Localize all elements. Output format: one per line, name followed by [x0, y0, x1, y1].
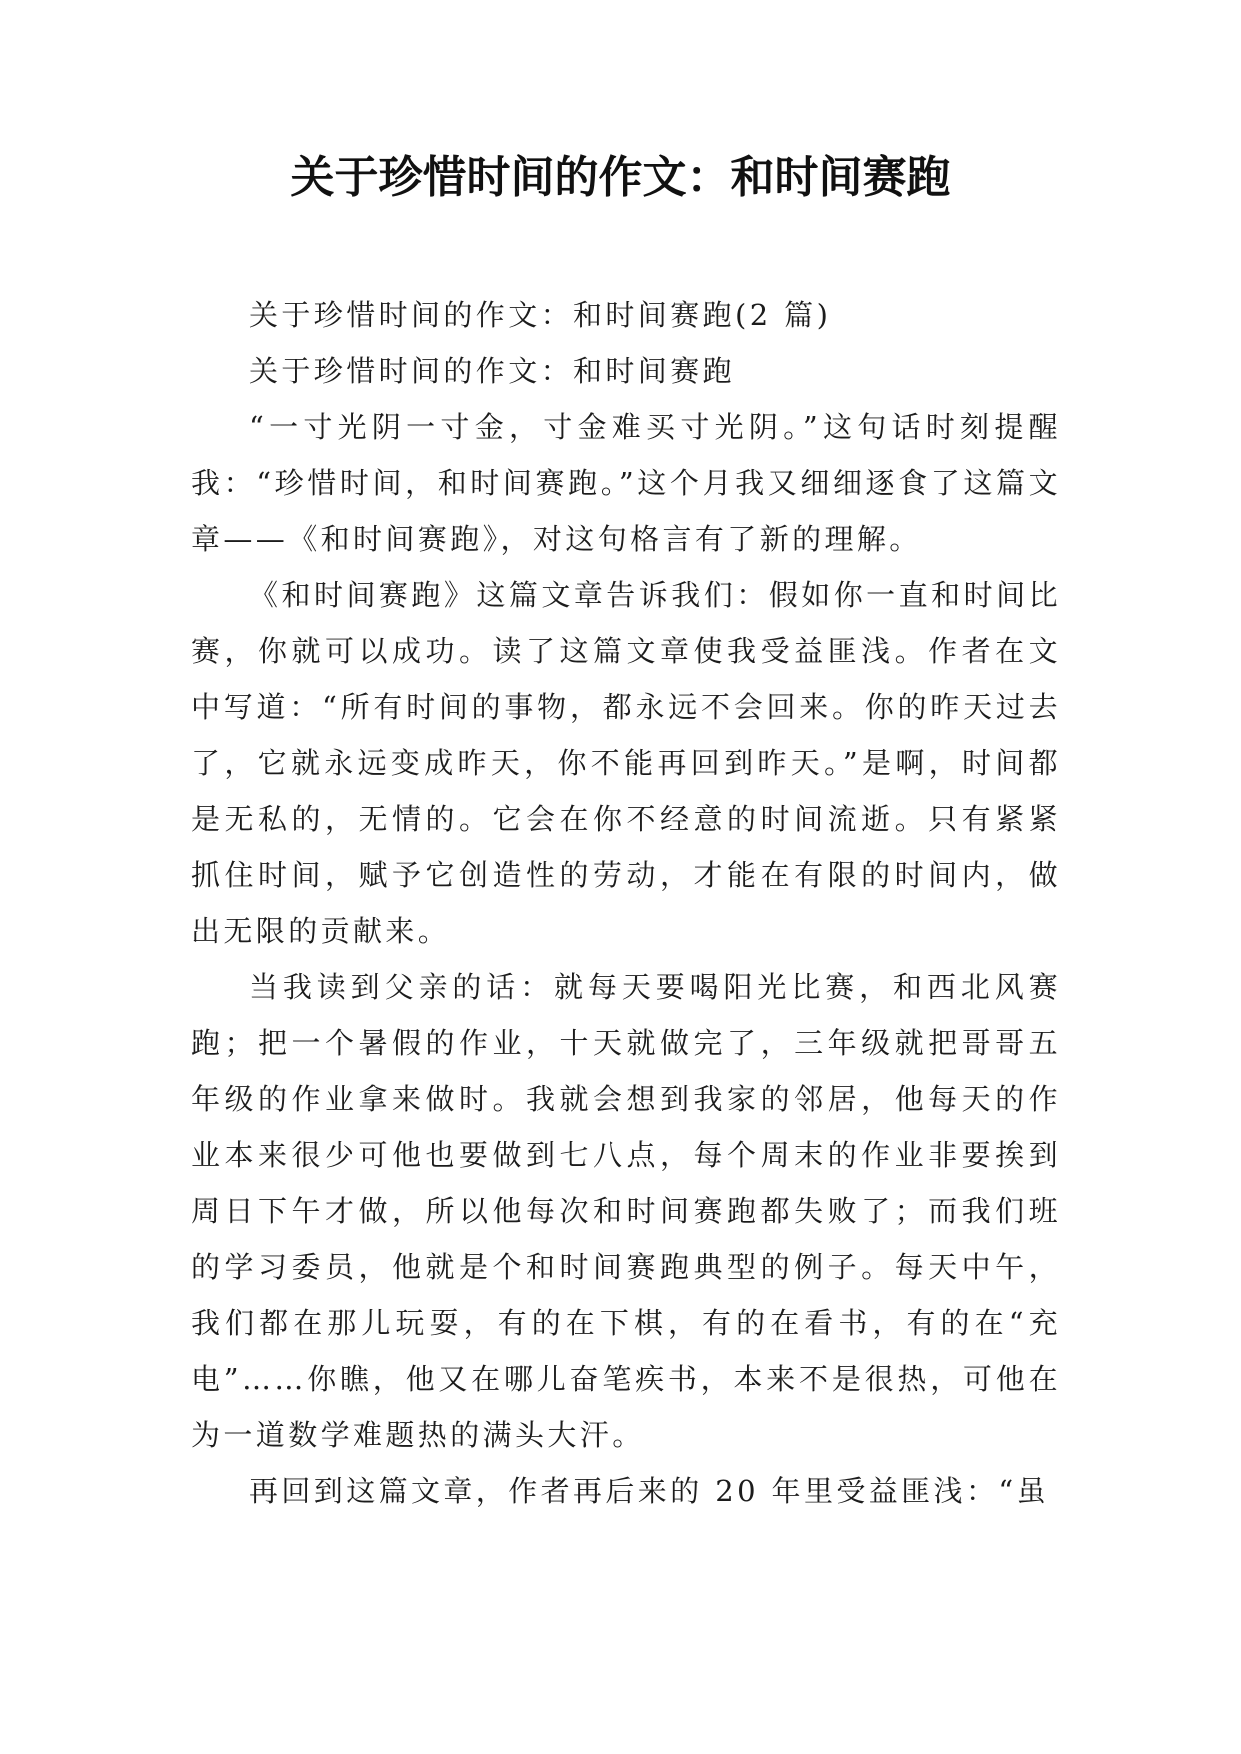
paragraph-intro: “一寸光阴一寸金，寸金难买寸光阴。”这句话时刻提醒我：“珍惜时间，和时间赛跑。”这个月我又细细逐食了这篇文章——《和时间赛跑》，对这句格言有了新的理解。	[191, 410, 1061, 556]
paragraph-article-summary: 《和时间赛跑》这篇文章告诉我们：假如你一直和时间比赛，你就可以成功。读了这篇文章使我受益匪浅。作者在文中写道：“所有时间的事物，都永远不会回来。你的昨天过去了，它就永远变成昨天，你不能再回到昨天。”是啊，时间都是无私的，无情的。它会在你不经意的时间流逝。只有紧紧抓住时间，赋予它创造性的劳动，才能在有限的时间内，做出无限的贡献来。	[191, 578, 1061, 948]
document-title: 关于珍惜时间的作文：和时间赛跑	[290, 152, 951, 203]
document-body	[191, 287, 1061, 1519]
paragraph-subtitle-collection: 关于珍惜时间的作文：和时间赛跑(2 篇)	[249, 298, 832, 332]
paragraph-conclusion-start: 再回到这篇文章，作者再后来的 20 年里受益匪浅：“虽	[249, 1474, 1049, 1508]
paragraph-subtitle-essay: 关于珍惜时间的作文：和时间赛跑	[249, 354, 736, 388]
paragraph-examples: 当我读到父亲的话：就每天要喝阳光比赛，和西北风赛跑；把一个暑假的作业，十天就做完了，三年级就把哥哥五年级的作业拿来做时。我就会想到我家的邻居，他每天的作业本来很少可他也要做到七八点，每个周末的作业非要挨到周日下午才做，所以他每次和时间赛跑都失败了；而我们班的学习委员，他就是个和时间赛跑典型的例子。每天中午，我们都在那儿玩耍，有的在下棋，有的在看书，有的在“充电”……你瞧，他又在哪儿奋笔疾书，本来不是很热，可他在为一道数学难题热的满头大汗。	[191, 970, 1061, 1452]
